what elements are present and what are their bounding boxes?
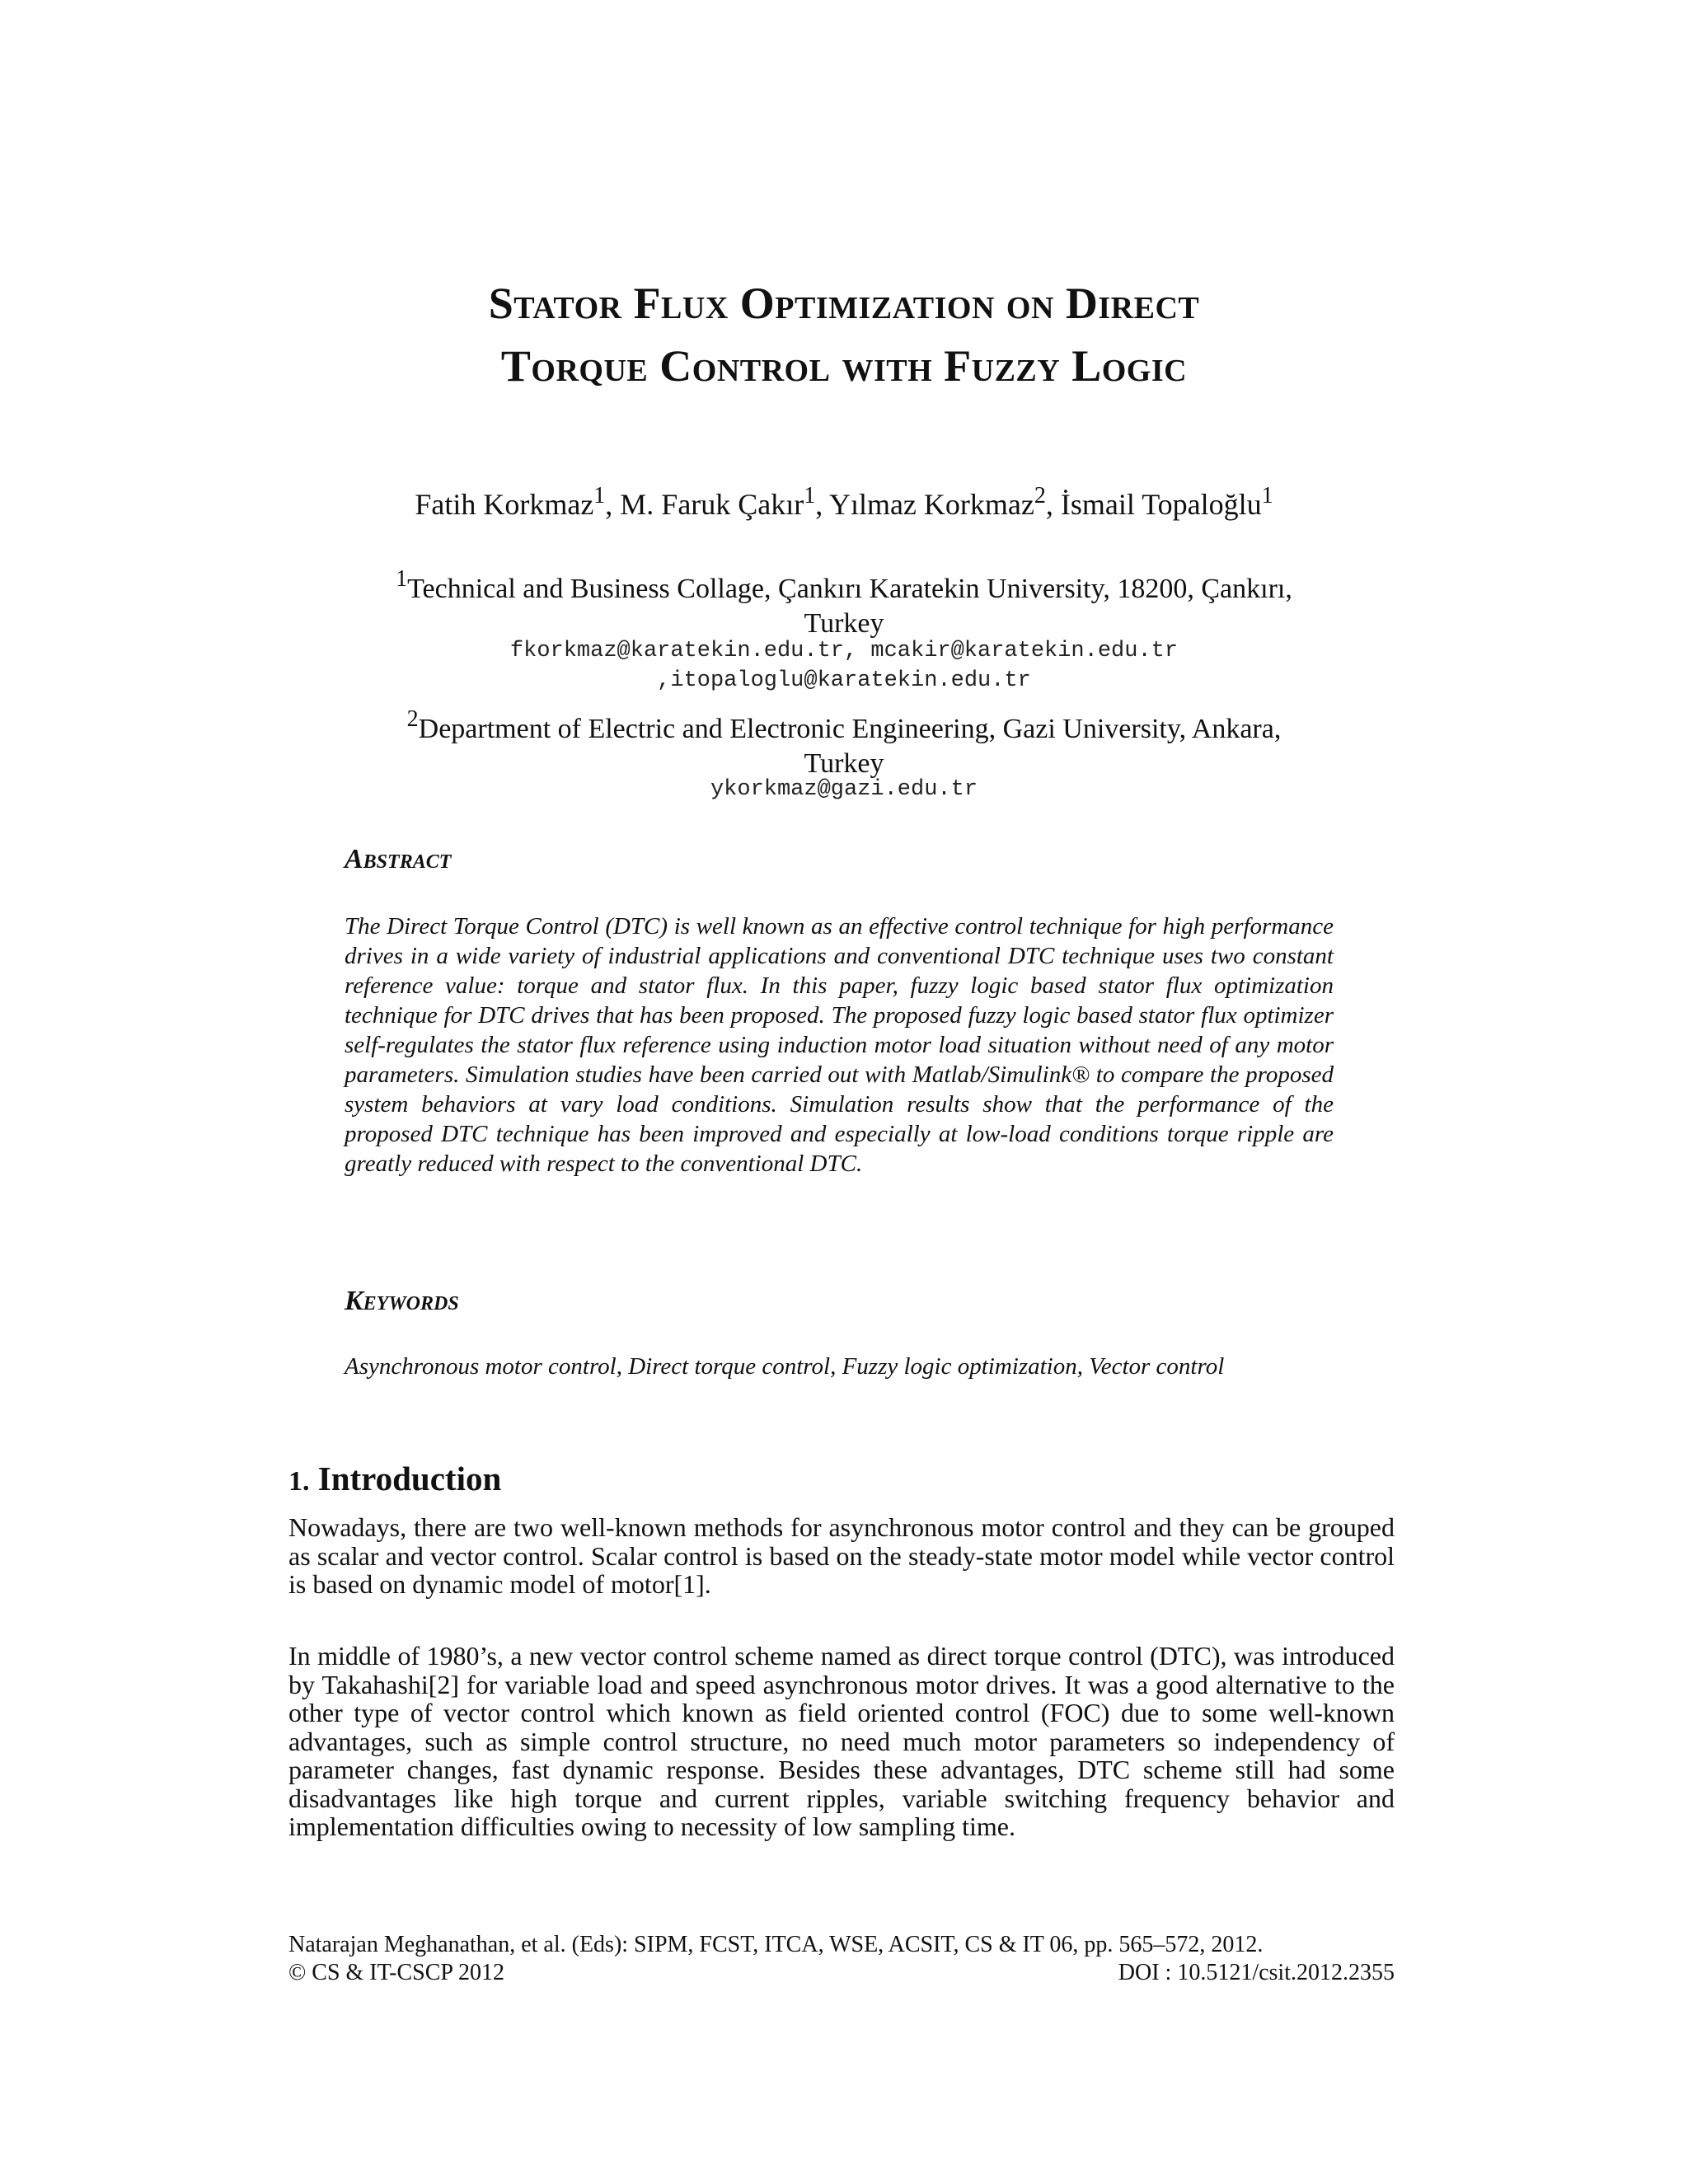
section-number: 1. [288,1466,310,1497]
email-line: fkorkmaz@karatekin.edu.tr, mcakir@karatekin.edu.tr [509,639,1179,663]
author-affiliation-mark: 1 [593,483,606,509]
abstract-heading: Abstract [345,844,452,874]
affiliation-mark: 1 [396,566,408,592]
affiliation-mark: 2 [406,706,419,732]
affiliation-line: Turkey [804,608,884,639]
keywords-text: Asynchronous motor control, Direct torque control, Fuzzy logic optimization, Vector control [345,1353,1225,1380]
author-name: , İsmail Topaloğlu [1045,488,1262,521]
author-affiliation-mark: 1 [804,483,816,509]
page-footer [288,1931,1395,1987]
author-name: , M. Faruk Çakır [605,488,804,521]
author-affiliation-mark: 2 [1034,483,1046,509]
affiliation-line: Turkey [804,748,884,779]
section-title: Introduction [317,1460,502,1497]
paper-title [0,272,1688,397]
abstract-text: The Direct Torque Control (DTC) is well known as an effective control technique for high performance drives in a wide variety of industrial applications and conventional DTC technique uses two constant reference value: torque and stator flux. In this paper, fuzzy logic based stator flux optimization technique for DTC drives that has been proposed. The proposed fuzzy logic based stator flux optimizer self-regulates the stator flux reference using induction motor load situation without need of any motor parameters. Simulation studies have been carried out with Matlab/Simulink® to compare the proposed system behaviors at vary load conditions. Simulation results show that the performance of the proposed DTC technique has been improved and especially at low-load conditions torque ripple are greatly reduced with respect to the conventional DTC. [345,913,1334,1177]
keywords-heading: Keywords [345,1286,459,1316]
affiliation-1 [0,562,1688,641]
affiliation-2 [0,702,1688,781]
author-list [0,483,1688,522]
author-name: Fatih Korkmaz [415,488,594,521]
author-name: , Yılmaz Korkmaz [815,488,1034,521]
doi-label: DOI : 10.5121/csit.2012.2355 [1118,1960,1395,1985]
author-affiliation-mark: 1 [1261,483,1273,509]
body-paragraph: In middle of 1980’s, a new vector control scheme named as direct torque control (DTC), was introduced by Takahashi[2] for variable load and speed asynchronous motor drives. It was a good alternative to the other type of vector control which known as field oriented control (FOC) due to some well-known advantages, such as simple control structure, no need much motor parameters so independency of parameter changes, fast dynamic response. Besides these advantages, DTC scheme still had some disadvantages like high torque and current ripples, variable switching frequency behavior and implementation difficulties owing to necessity of low sampling time. [288,1641,1395,1841]
citation-line: Natarajan Meghanathan, et al. (Eds): SIPM, FCST, ITCA, WSE, ACSIT, CS & IT 06, pp. 565–572, 2012. [288,1932,1264,1957]
section-heading-introduction [288,1459,501,1498]
affiliation-line: Department of Electric and Electronic Engineering, Gazi University, Ankara, [418,714,1282,744]
email-line: ,itopaloglu@karatekin.edu.tr [657,668,1031,693]
title-line-1: Stator Flux Optimization on Direct [488,279,1200,328]
copyright-notice: © CS & IT-CSCP 2012 [288,1960,504,1985]
body-paragraph: Nowadays, there are two well-known methods for asynchronous motor control and they can be grouped as scalar and vector control. Scalar control is based on the steady-state motor model while vector control is based on dynamic model of motor[1]. [288,1512,1395,1599]
email-line: ykorkmaz@gazi.edu.tr [710,777,978,802]
affiliation-line: Technical and Business Collage, Çankırı Karatekin University, 18200, Çankırı, [407,574,1292,604]
title-line-2: Torque Control with Fuzzy Logic [500,341,1188,391]
